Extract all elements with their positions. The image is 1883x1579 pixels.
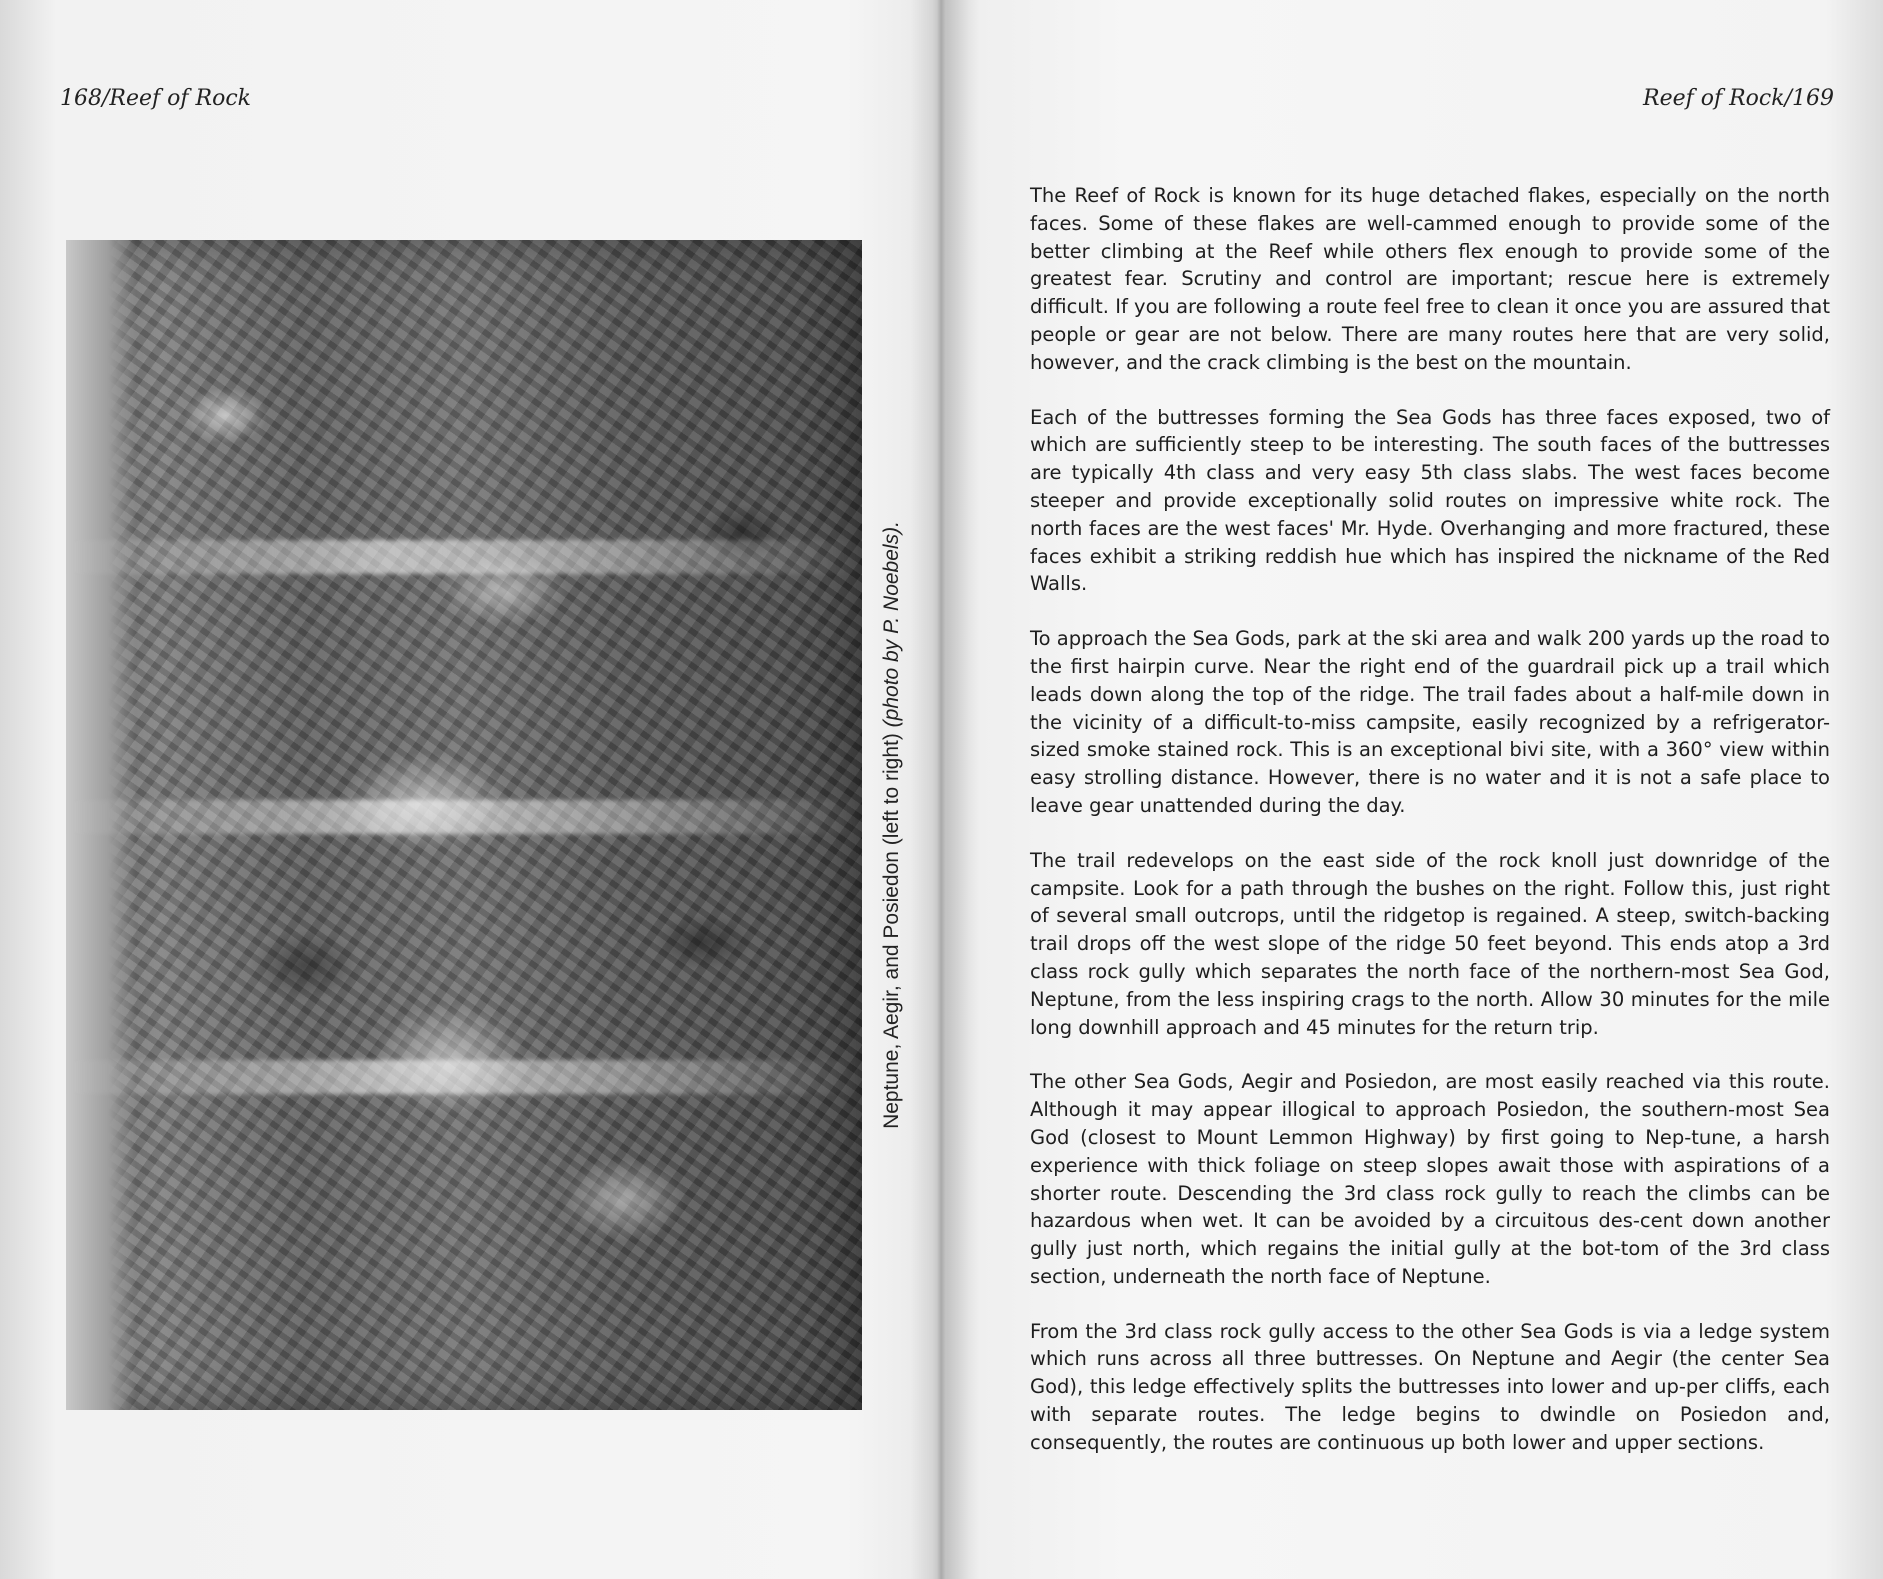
photo-caption bbox=[880, 245, 904, 1405]
photo-caption-wrap bbox=[872, 240, 912, 1410]
left-page bbox=[0, 0, 940, 1579]
paragraph: The Reef of Rock is known for its huge detached flakes, especially on the north faces. Some of these flakes are well-cammed enough to provide some of the better climbing at the Reef while others flex enough to provide some of the greatest fear. Scrutiny and control are important; rescue here is extremely difficult. If you are following a route feel free to clean it once you are assured that people or gear are not below. There are many routes here that are very solid, however, and the crack climbing is the best on the mountain. bbox=[1030, 184, 1830, 374]
right-running-head: Reef of Rock/169 bbox=[1643, 86, 1834, 111]
photo-ledge-band bbox=[66, 1060, 862, 1094]
paragraph: The other Sea Gods, Aegir and Posiedon, are most easily reached via this route. Although it may appear illogical to approach Posiedon, the southern-most Sea God (closest to Mount Lemmon Highway) by first going to Nep-tune, a harsh experience with thick foliage on steep slopes await those with aspirations of a shorter route. Descending the 3rd class rock gully to reach the climbs can be hazardous when wet. It can be avoided by a circuitous des-cent down another gully just north, which regains the initial gully at the bot-tom of the 3rd class section, underneath the north face of Neptune. bbox=[1030, 1070, 1830, 1288]
right-page bbox=[950, 0, 1883, 1579]
paragraph: The trail redevelops on the east side of the rock knoll just downridge of the campsite. Look for a path through the bushes on the right. Follow this, just right of several small outcrops, until the ridgetop is regained. A steep, switch-backing trail drops off the west slope of the ridge 50 feet beyond. This ends atop a 3rd class rock gully which separates the north face of the northern-most Sea God, Neptune, from the less inspiring crags to the north. Allow 30 minutes for the mile long downhill approach and 45 minutes for the return trip. bbox=[1030, 848, 1830, 1039]
paragraph: Each of the buttresses forming the Sea Gods has three faces exposed, two of which are sufficiently steep to be interesting. The south faces of the buttresses are typically 4th class and very easy 5th class slabs. The west faces become steeper and provide exceptionally solid routes on impressive white rock. The north faces are the west faces' Mr. Hyde. Overhanging and more fractured, these faces exhibit a striking reddish hue which has inspired the nickname of the Red Walls. bbox=[1030, 405, 1830, 596]
photo-ledge-band bbox=[66, 540, 862, 574]
photo-ledge-band bbox=[66, 800, 862, 834]
cliff-photograph bbox=[66, 240, 862, 1410]
caption-credit: (photo by P. Noebels). bbox=[880, 521, 903, 728]
left-running-head: 168/Reef of Rock bbox=[60, 86, 251, 111]
body-text bbox=[1030, 182, 1830, 1484]
paragraph: To approach the Sea Gods, park at the ski area and walk 200 yards up the road to the first hairpin curve. Near the right end of the guardrail pick up a trail which leads down along the top of the ridge. The trail fades about a half-mile down in the vicinity of a difficult-to-miss campsite, easily recognized by a refrigerator-sized smoke stained rock. This is an exceptional bivi site, with a 360° view within easy strolling distance. However, there is no water and it is not a safe place to leave gear unattended during the day. bbox=[1030, 627, 1830, 817]
paragraph: From the 3rd class rock gully access to the other Sea Gods is via a ledge system which runs across all three buttresses. On Neptune and Aegir (the center Sea God), this ledge effectively splits the buttresses into lower and up-per cliffs, each with separate routes. The ledge begins to dwindle on Posiedon and, consequently, the routes are continuous up both lower and upper sections. bbox=[1030, 1319, 1830, 1454]
caption-main: Neptune, Aegir, and Posiedon (left to right) bbox=[880, 733, 903, 1129]
